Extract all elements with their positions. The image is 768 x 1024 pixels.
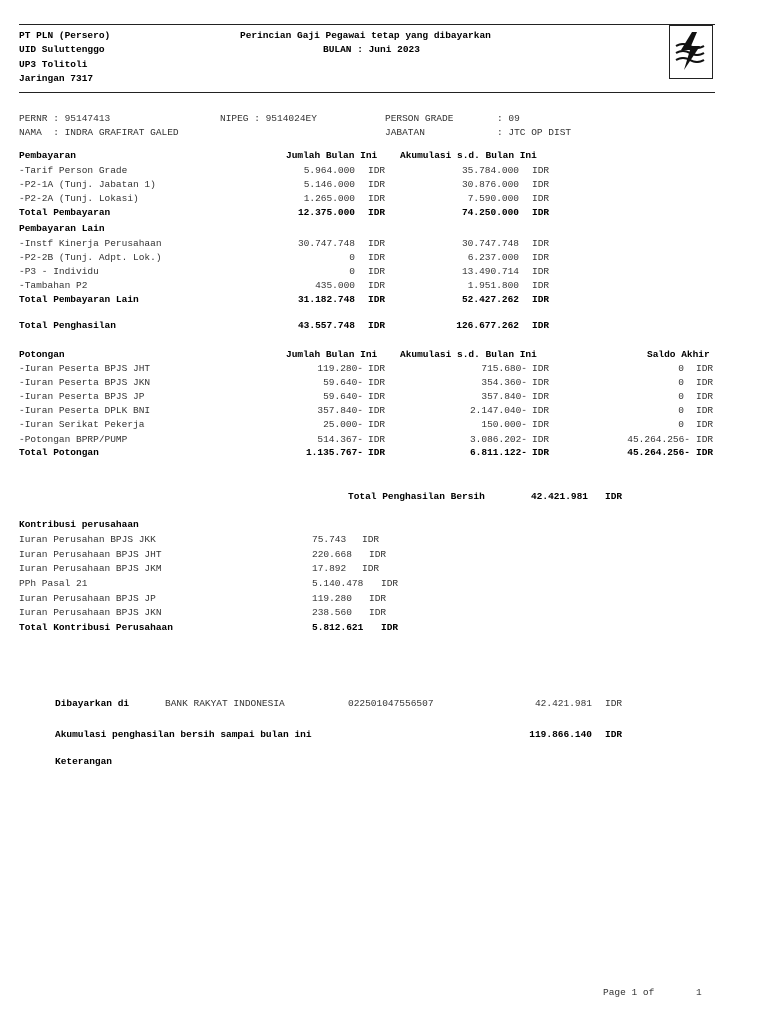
row-cumulative: 354.360- (481, 377, 527, 388)
row-cumulative: 6.237.000 (467, 252, 519, 263)
row-currency: IDR (368, 419, 386, 430)
row-currency: IDR (368, 179, 386, 190)
company-unit: UID Suluttenggo (19, 44, 105, 55)
total-label: Total Pembayaran (19, 207, 111, 218)
row-currency: IDR (696, 405, 714, 416)
row-label: -P2-2B (Tunj. Adpt. Lok.) (19, 252, 162, 263)
keterangan-label: Keterangan (55, 756, 113, 767)
total-currency: IDR (532, 447, 550, 458)
total-currency: IDR (532, 207, 550, 218)
company-subunit: UP3 Tolitoli (19, 59, 88, 70)
bersih-currency: IDR (605, 491, 623, 502)
header-bottom-rule (19, 92, 715, 93)
item-currency: IDR (369, 549, 387, 560)
company-network: Jaringan 7317 (19, 73, 94, 84)
akumulasi-currency: IDR (605, 729, 623, 740)
potongan-heading: Potongan (19, 349, 65, 360)
row-label: -Tambahan P2 (19, 280, 88, 291)
row-cumulative: 357.840- (481, 391, 527, 402)
total-cumulative: 52.427.262 (461, 294, 519, 305)
row-currency: IDR (532, 252, 550, 263)
row-currency: IDR (368, 434, 386, 445)
col-saldo-header: Saldo Akhir (647, 349, 710, 360)
row-currency: IDR (368, 280, 386, 291)
akumulasi-label: Akumulasi penghasilan bersih sampai bulan ini (55, 729, 312, 740)
employee-name: NAMA : INDRA GRAFIRAT GALED (19, 127, 179, 138)
row-currency: IDR (368, 405, 386, 416)
total-current: 31.182.748 (297, 294, 355, 305)
bersih-value: 42.421.981 (530, 491, 588, 502)
col-current-header: Jumlah Bulan Ini (286, 150, 378, 161)
item-value: 220.668 (312, 549, 352, 560)
row-saldo: 0 (678, 363, 684, 374)
total-current: 12.375.000 (297, 207, 355, 218)
page-total: 1 (696, 987, 702, 998)
total-current: 1.135.767- (305, 447, 363, 458)
row-currency: IDR (532, 377, 550, 388)
row-current: 435.000 (315, 280, 355, 291)
item-value: 75.743 (312, 534, 347, 545)
item-label: Iuran Perusahaan BPJS JHT (19, 549, 162, 560)
row-current: 514.367- (317, 434, 363, 445)
row-current: 119.280- (317, 363, 363, 374)
item-label: PPh Pasal 21 (19, 578, 88, 589)
total-currency: IDR (532, 320, 550, 331)
row-cumulative: 13.490.714 (461, 266, 519, 277)
row-saldo: 45.264.256- (627, 434, 690, 445)
row-label: -P2-1A (Tunj. Jabatan 1) (19, 179, 156, 190)
row-currency: IDR (696, 391, 714, 402)
col-cumulative-header: Akumulasi s.d. Bulan Ini (400, 349, 537, 360)
item-currency: IDR (369, 607, 387, 618)
grade-value: : 09 (497, 113, 520, 124)
row-cumulative: 2.147.040- (469, 405, 527, 416)
item-label: Iuran Perusahaan BPJS JKN (19, 607, 162, 618)
row-currency: IDR (532, 434, 550, 445)
total-currency: IDR (368, 294, 386, 305)
total-label: Total Pembayaran Lain (19, 294, 139, 305)
row-currency: IDR (368, 363, 386, 374)
row-currency: IDR (696, 434, 714, 445)
row-cumulative: 30.747.748 (461, 238, 519, 249)
row-cumulative: 3.086.202- (469, 434, 527, 445)
jabatan-label: JABATAN (385, 127, 425, 138)
row-saldo: 0 (678, 405, 684, 416)
payment-currency: IDR (605, 698, 623, 709)
row-current: 30.747.748 (297, 238, 355, 249)
row-currency: IDR (532, 363, 550, 374)
item-currency: IDR (362, 534, 380, 545)
total-saldo: 45.264.256- (627, 447, 690, 458)
item-value: 17.892 (312, 563, 347, 574)
row-current: 5.964.000 (303, 165, 355, 176)
row-currency: IDR (368, 193, 386, 204)
row-currency: IDR (532, 266, 550, 277)
row-currency: IDR (368, 165, 386, 176)
item-value: 119.280 (312, 593, 352, 604)
row-currency: IDR (368, 266, 386, 277)
item-value: 238.560 (312, 607, 352, 618)
total-cumulative: 126.677.262 (456, 320, 519, 331)
row-label: -Iuran Peserta BPJS JKN (19, 377, 151, 388)
total-currency: IDR (696, 447, 714, 458)
grade-label: PERSON GRADE (385, 113, 454, 124)
company-name: PT PLN (Persero) (19, 30, 111, 41)
total-cumulative: 6.811.122- (469, 447, 527, 458)
row-currency: IDR (532, 280, 550, 291)
row-cumulative: 715.680- (481, 363, 527, 374)
row-label: -Iuran Peserta BPJS JP (19, 391, 145, 402)
row-currency: IDR (696, 419, 714, 430)
row-currency: IDR (532, 405, 550, 416)
row-label: -Iuran Serikat Pekerja (19, 419, 145, 430)
row-currency: IDR (532, 419, 550, 430)
total-label: Total Potongan (19, 447, 99, 458)
row-currency: IDR (696, 363, 714, 374)
row-current: 0 (349, 266, 355, 277)
pembayaran-lain-heading: Pembayaran Lain (19, 223, 105, 234)
col-current-header: Jumlah Bulan Ini (286, 349, 378, 360)
bersih-label: Total Penghasilan Bersih (348, 491, 485, 502)
row-cumulative: 1.951.800 (467, 280, 519, 291)
total-currency: IDR (532, 294, 550, 305)
row-currency: IDR (532, 165, 550, 176)
row-currency: IDR (368, 238, 386, 249)
total-cumulative: 74.250.000 (461, 207, 519, 218)
item-value: 5.140.478 (312, 578, 364, 589)
row-saldo: 0 (678, 377, 684, 388)
row-label: -Iuran Peserta BPJS JHT (19, 363, 151, 374)
bank-name: BANK RAKYAT INDONESIA (165, 698, 285, 709)
row-currency: IDR (368, 377, 386, 388)
row-current: 59.640- (323, 391, 363, 402)
pembayaran-heading: Pembayaran (19, 150, 77, 161)
total-value: 5.812.621 (312, 622, 364, 633)
row-currency: IDR (696, 377, 714, 388)
row-cumulative: 35.784.000 (461, 165, 519, 176)
total-label: Total Kontribusi Perusahaan (19, 622, 173, 633)
row-current: 25.000- (323, 419, 363, 430)
item-label: Iuran Perusahaan BPJS JKM (19, 563, 162, 574)
row-current: 5.146.000 (303, 179, 355, 190)
total-currency: IDR (368, 447, 386, 458)
page-label: Page 1 of (603, 987, 655, 998)
row-current: 0 (349, 252, 355, 263)
payment-label: Dibayarkan di (55, 698, 130, 709)
row-current: 59.640- (323, 377, 363, 388)
row-cumulative: 7.590.000 (467, 193, 519, 204)
document-title: Perincian Gaji Pegawai tetap yang dibayarkan (240, 30, 491, 41)
row-saldo: 0 (678, 391, 684, 402)
pln-lightning-logo-icon (669, 25, 713, 79)
item-label: Iuran Perusahaan BPJS JP (19, 593, 156, 604)
row-label: -Instf Kinerja Perusahaan (19, 238, 162, 249)
document-period: BULAN : Juni 2023 (323, 44, 420, 55)
total-currency: IDR (368, 207, 386, 218)
payment-amount: 42.421.981 (534, 698, 592, 709)
item-currency: IDR (362, 563, 380, 574)
pernr: PERNR : 95147413 (19, 113, 111, 124)
row-label: -Tarif Person Grade (19, 165, 128, 176)
row-cumulative: 30.876.000 (461, 179, 519, 190)
total-label: Total Penghasilan (19, 320, 116, 331)
total-currency: IDR (381, 622, 399, 633)
kontribusi-heading: Kontribusi perusahaan (19, 519, 139, 530)
item-currency: IDR (381, 578, 399, 589)
row-saldo: 0 (678, 419, 684, 430)
akumulasi-value: 119.866.140 (529, 729, 592, 740)
row-currency: IDR (532, 193, 550, 204)
total-currency: IDR (368, 320, 386, 331)
nipeg: NIPEG : 9514024EY (220, 113, 317, 124)
row-currency: IDR (368, 391, 386, 402)
row-current: 1.265.000 (303, 193, 355, 204)
row-currency: IDR (532, 238, 550, 249)
total-current: 43.557.748 (297, 320, 355, 331)
row-currency: IDR (532, 391, 550, 402)
jabatan-value: : JTC OP DIST (497, 127, 572, 138)
row-label: -Iuran Peserta DPLK BNI (19, 405, 151, 416)
item-currency: IDR (369, 593, 387, 604)
header-top-rule (19, 24, 715, 25)
account-number: 022501047556507 (348, 698, 434, 709)
row-currency: IDR (368, 252, 386, 263)
row-current: 357.840- (317, 405, 363, 416)
row-label: -P2-2A (Tunj. Lokasi) (19, 193, 139, 204)
row-label: -Potongan BPRP/PUMP (19, 434, 128, 445)
row-currency: IDR (532, 179, 550, 190)
row-cumulative: 150.000- (481, 419, 527, 430)
item-label: Iuran Perusahan BPJS JKK (19, 534, 156, 545)
row-label: -P3 - Individu (19, 266, 99, 277)
col-cumulative-header: Akumulasi s.d. Bulan Ini (400, 150, 537, 161)
